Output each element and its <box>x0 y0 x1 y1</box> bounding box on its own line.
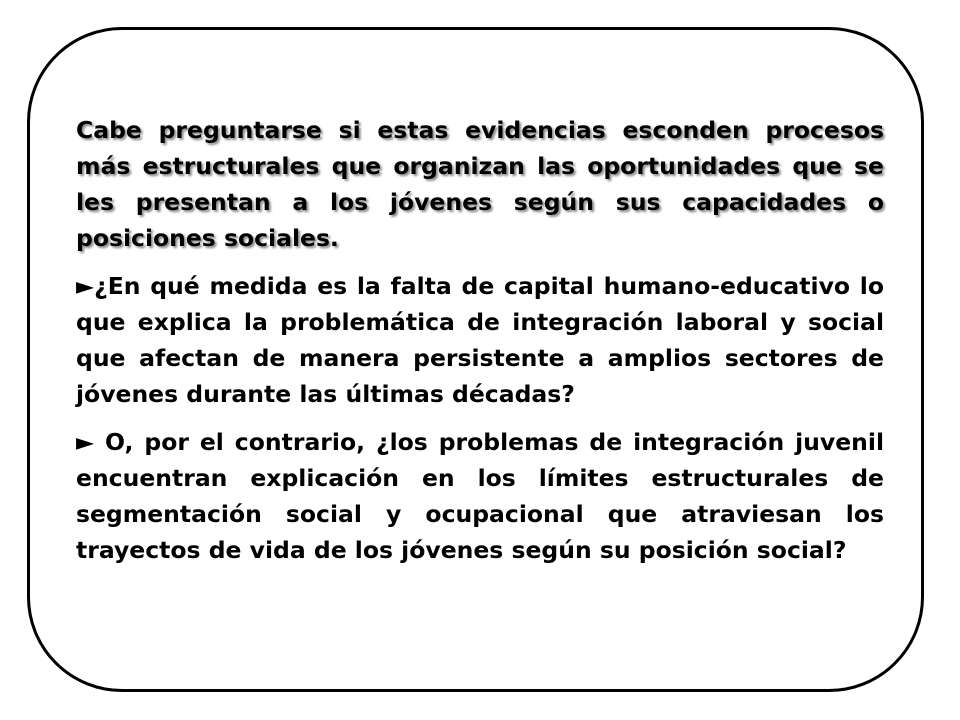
question-text-1: ¿En qué medida es la falta de capital humano-educativo lo que explica la problemática de integración laboral y social que afectan de manera persistente a amplios sectores de jóvenes durante las últimas décadas? <box>76 272 884 408</box>
arrow-bullet-icon: ► <box>76 428 106 456</box>
intro-text: Cabe preguntarse si estas evidencias esconden procesos más estructurales que organizan las oportunidades que se les presentan a los jóvenes según sus capacidades o posiciones sociales. <box>76 116 884 252</box>
question-paragraph-1 <box>76 268 884 412</box>
intro-paragraph <box>76 112 884 256</box>
text-body <box>76 112 884 568</box>
arrow-bullet-icon: ► <box>76 272 95 300</box>
question-text-2: O, por el contrario, ¿los problemas de integración juvenil encuentran explicación en los límites estructurales de segmentación social y ocupacional que atraviesan los trayectos de vida de los jóvenes según su posición social? <box>76 428 884 564</box>
question-paragraph-2 <box>76 424 884 568</box>
